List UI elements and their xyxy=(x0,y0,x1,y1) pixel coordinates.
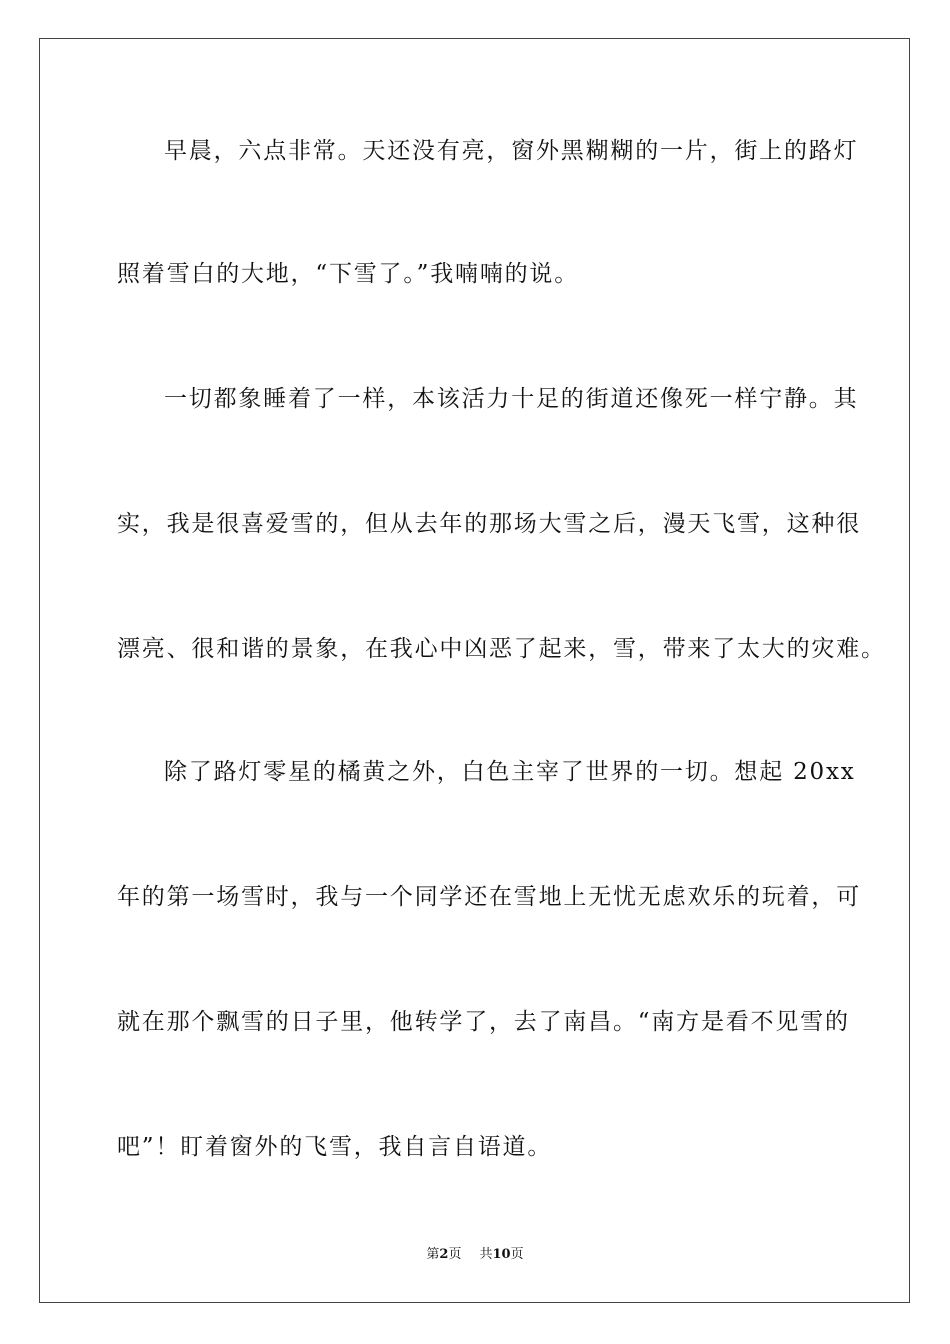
paragraph-2-line-2: 实，我是很喜爱雪的，但从去年的那场大雪之后，漫天飞雪，这种很 xyxy=(117,511,861,537)
page-footer xyxy=(0,1246,950,1264)
page-border xyxy=(39,38,910,1303)
paragraph-3-line-4: 吧”！盯着窗外的飞雪，我自言自语道。 xyxy=(117,1134,553,1160)
paragraph-3-line-2: 年的第一场雪时，我与一个同学还在雪地上无忧无虑欢乐的玩着，可 xyxy=(117,884,861,910)
total-pages-suffix: 页 xyxy=(510,1247,524,1262)
paragraph-3-line-3: 就在那个飘雪的日子里，他转学了，去了南昌。“南方是看不见雪的 xyxy=(117,1009,850,1035)
page-number-suffix: 页 xyxy=(448,1247,462,1262)
current-page-number: 2 xyxy=(439,1247,449,1262)
total-pages-prefix: 共 xyxy=(479,1247,493,1262)
page-number-prefix: 第 xyxy=(426,1247,440,1262)
paragraph-2-line-3: 漂亮、很和谐的景象，在我心中凶恶了起来，雪，带来了太大的灾难。 xyxy=(117,636,886,662)
paragraph-3-line-1: 除了路灯零星的橘黄之外，白色主宰了世界的一切。想起 20xx xyxy=(164,759,856,785)
total-page-number: 10 xyxy=(492,1247,511,1262)
paragraph-2-line-1: 一切都象睡着了一样，本该活力十足的街道还像死一样宁静。其 xyxy=(164,386,859,412)
paragraph-1-line-2: 照着雪白的大地，“下雪了。”我喃喃的说。 xyxy=(117,261,580,287)
paragraph-1-line-1: 早晨，六点非常。天还没有亮，窗外黑糊糊的一片，街上的路灯 xyxy=(164,138,859,164)
